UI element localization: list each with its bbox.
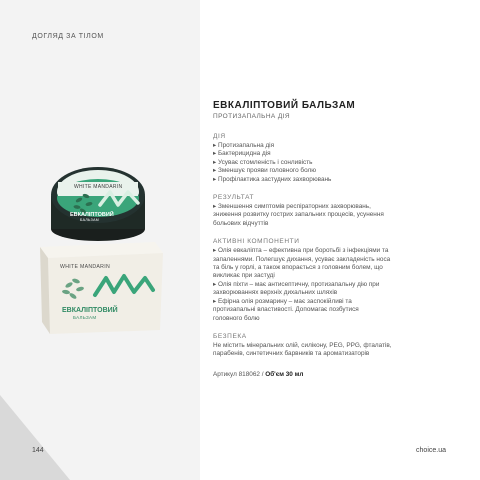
text-line: ▸ Ефірна олія розмарину – має заспокійливі та	[213, 297, 352, 305]
text-line: головного болю	[213, 314, 260, 322]
box-brand: WHITE MANDARIN	[60, 264, 111, 270]
list-item: ▸ Протизапальна дія	[213, 142, 275, 149]
text-line: Не містить мінеральних олій, силікону, PEG, PPG, фталатів,	[213, 341, 392, 349]
product-photo	[0, 0, 200, 480]
page-number: 144	[32, 447, 44, 454]
text-line: ▸ Олія піхти – має антисептичну, протизапальну дію при	[213, 280, 380, 288]
text-line: зниження розвитку гострих запальних процесів, усунення	[213, 211, 384, 219]
action-section	[213, 133, 438, 184]
action-heading: ДІЯ	[213, 133, 226, 140]
website-link[interactable]: choice.ua	[416, 447, 446, 454]
jar-sublabel: БАЛЬЗАМ	[80, 218, 100, 222]
text-line: ▸ Зменшення симптомів респіраторних захворювань,	[213, 203, 371, 211]
components-section	[213, 238, 438, 323]
product-volume: Об'єм 30 мл	[265, 370, 304, 378]
box-sublabel: БАЛЬЗАМ	[73, 315, 97, 320]
list-item: ▸ Усуває стомленість і сонливість	[213, 158, 313, 166]
components-heading: АКТИВНІ КОМПОНЕНТИ	[213, 238, 300, 246]
text-line: викликає при застуді	[213, 272, 275, 280]
jar-label: ЕВКАЛІПТОВИЙ	[70, 212, 114, 218]
list-item: ▸ Зменшує прояви головного болю	[213, 167, 317, 175]
jar-brand: WHITE MANDARIN	[74, 184, 123, 190]
text-line: та біль у горлі, а також впорається з головним болем, що	[213, 264, 383, 272]
text-line: протизапальні властивості. Допомагає позбутися	[213, 306, 359, 314]
text-line: парабенів, синтетичних барвників та ароматизаторів	[213, 350, 370, 358]
text-line: ▸ Олія евкаліпта – ефективна при боротьбі з інфекціями та	[213, 247, 389, 255]
product-jar	[51, 167, 145, 241]
article-number: Артикул 818062 /	[213, 370, 264, 378]
result-section	[213, 194, 438, 228]
product-box	[40, 242, 163, 334]
section-label: ДОГЛЯД ЗА ТІЛОМ	[32, 33, 104, 40]
text-line: больових відчуттів	[213, 219, 269, 227]
list-item: ▸ Бактерицидна дія	[213, 150, 271, 158]
safety-section	[213, 333, 438, 359]
product-title: ЕВКАЛІПТОВИЙ БАЛЬЗАМ	[213, 100, 356, 111]
product-description	[213, 100, 438, 378]
result-heading: РЕЗУЛЬТАТ	[213, 194, 255, 202]
safety-heading: БЕЗПЕКА	[213, 332, 247, 340]
text-line: запаленнями. Полегшує дихання, усуває закладеність носа	[213, 255, 391, 263]
article-info	[213, 371, 438, 378]
box-label: ЕВКАЛІПТОВИЙ	[62, 307, 118, 314]
product-subtitle: ПРОТИЗАПАЛЬНА ДІЯ	[213, 113, 290, 120]
text-line: захворюваннях верхніх дихальних шляхів	[213, 289, 338, 297]
list-item: ▸ Профілактика застудних захворювань	[213, 175, 332, 183]
